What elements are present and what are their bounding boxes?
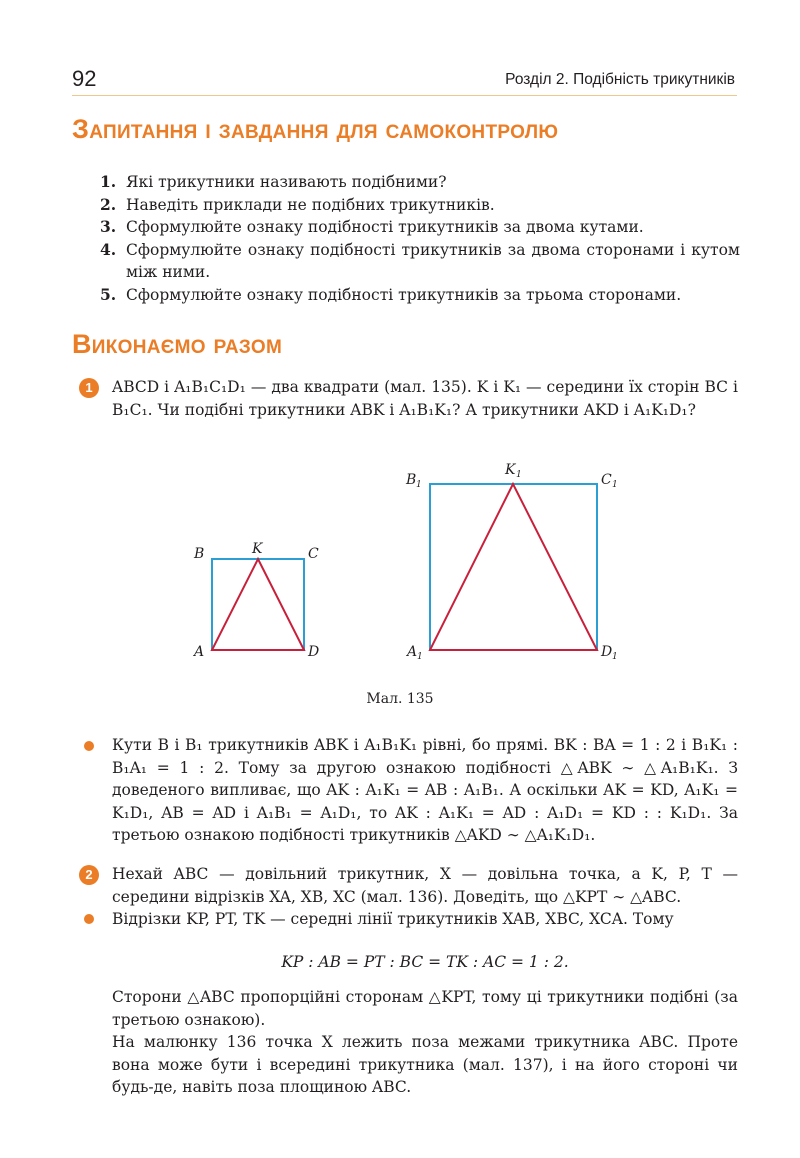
questions-list <box>100 171 740 306</box>
together-title: Виконаємо разом <box>72 329 283 359</box>
questions-title: Запитання і завдання для самоконтролю <box>72 114 559 144</box>
list-item <box>100 171 740 194</box>
label-c1: C <box>601 472 612 488</box>
figure-135 <box>0 450 800 680</box>
item-number: 1. <box>100 172 117 191</box>
label-k1: K <box>505 462 516 478</box>
label-a1-sub: 1 <box>417 652 423 662</box>
header-divider <box>72 95 737 96</box>
label-b: B <box>194 546 205 562</box>
item-text: Сформулюйте ознаку подібності трикутників за двома сторонами і кутом між ними. <box>126 240 740 281</box>
solution-bullet <box>84 741 94 751</box>
problem2-remark: На малюнку 136 точка X лежить поза межами трикутника ABC. Проте вона може бути і всередині трикутника (мал. 137), і на його стороні чи будь-де, навіть поза площиною ABC. <box>112 1033 738 1096</box>
label-c1-sub: 1 <box>612 480 618 490</box>
label-b1: B <box>406 472 417 488</box>
item-number: 4. <box>100 239 117 259</box>
problem1-statement: ABCD і A₁B₁C₁D₁ — два квадрати (мал. 135). K і K₁ — середини їх сторін BC і B₁C₁. Чи подібні трикутники ABK і A₁B₁K₁? А трикутники AKD і A₁K₁D₁? <box>112 378 738 419</box>
solution-bullet <box>84 914 94 924</box>
list-item <box>100 284 740 307</box>
list-item <box>100 194 740 217</box>
label-c: C <box>308 546 319 562</box>
label-d: D <box>308 644 320 660</box>
problem-number-badge: 1 <box>79 378 99 398</box>
label-d1-sub: 1 <box>612 652 618 662</box>
page-number: 92 <box>72 66 97 91</box>
item-text: Сформулюйте ознаку подібності трикутників за двома кутами. <box>126 218 644 236</box>
problem2-statement: Нехай ABC — довільний трикутник, X — довільна точка, а K, P, T — середини відрізків XA, XB, XC (мал. 136). Доведіть, що △KPT ∼ △ABC. <box>112 865 738 906</box>
label-b1-sub: 1 <box>416 480 422 490</box>
figure-caption: Мал. 135 <box>366 691 434 707</box>
square-abcd <box>212 559 304 650</box>
problem-number-badge: 2 <box>79 865 99 885</box>
formula: KP : AB = PT : BC = TK : AC = 1 : 2. <box>281 953 569 971</box>
list-item <box>100 216 740 239</box>
list-item <box>100 239 740 284</box>
running-title: Розділ 2. Подібність трикутників <box>505 71 735 88</box>
label-d1: D <box>601 644 613 660</box>
triangle-a1k1d1 <box>430 484 597 650</box>
label-a1: A <box>407 644 418 660</box>
triangle-akd <box>212 559 304 650</box>
problem2-solution-cont: Сторони △ABC пропорційні сторонам △KPT, тому ці трикутники подібні (за третьою ознакою). <box>112 988 738 1029</box>
item-number: 5. <box>100 284 117 304</box>
item-text: Які трикутники називають подібними? <box>126 173 447 191</box>
item-text: Сформулюйте ознаку подібності трикутників за трьома сторонами. <box>126 285 682 304</box>
label-k: K <box>252 541 263 557</box>
problem1-solution: Кути B і B₁ трикутників ABK і A₁B₁K₁ рівні, бо прямі. BK : BA = 1 : 2 і B₁K₁ : B₁A₁ = 1 : 2. Тому за другою ознакою подібності △ABK ∼ △A₁B₁K₁. З доведеного випливає, що AK : A₁K₁ = AB : A₁B₁. А оскільки AK = KD, A₁K₁ = K₁D₁, AB = AD і A₁B₁ = A₁D₁, то AK : A₁K₁ = AD : A₁D₁ = KD : : K₁D₁. За третьою ознакою подібності трикутників △AKD ∼ △A₁K₁D₁. <box>112 736 738 844</box>
label-a: A <box>194 644 205 660</box>
label-k1-sub: 1 <box>516 470 522 480</box>
problem2-solution-intro: Відрізки KP, PT, TK — середні лінії трикутників XAB, XBC, XCA. Тому <box>112 910 674 928</box>
square-a1b1c1d1 <box>430 484 597 650</box>
item-number: 2. <box>100 194 117 214</box>
item-text: Наведіть приклади не подібних трикутників. <box>126 195 495 214</box>
item-number: 3. <box>100 217 117 236</box>
